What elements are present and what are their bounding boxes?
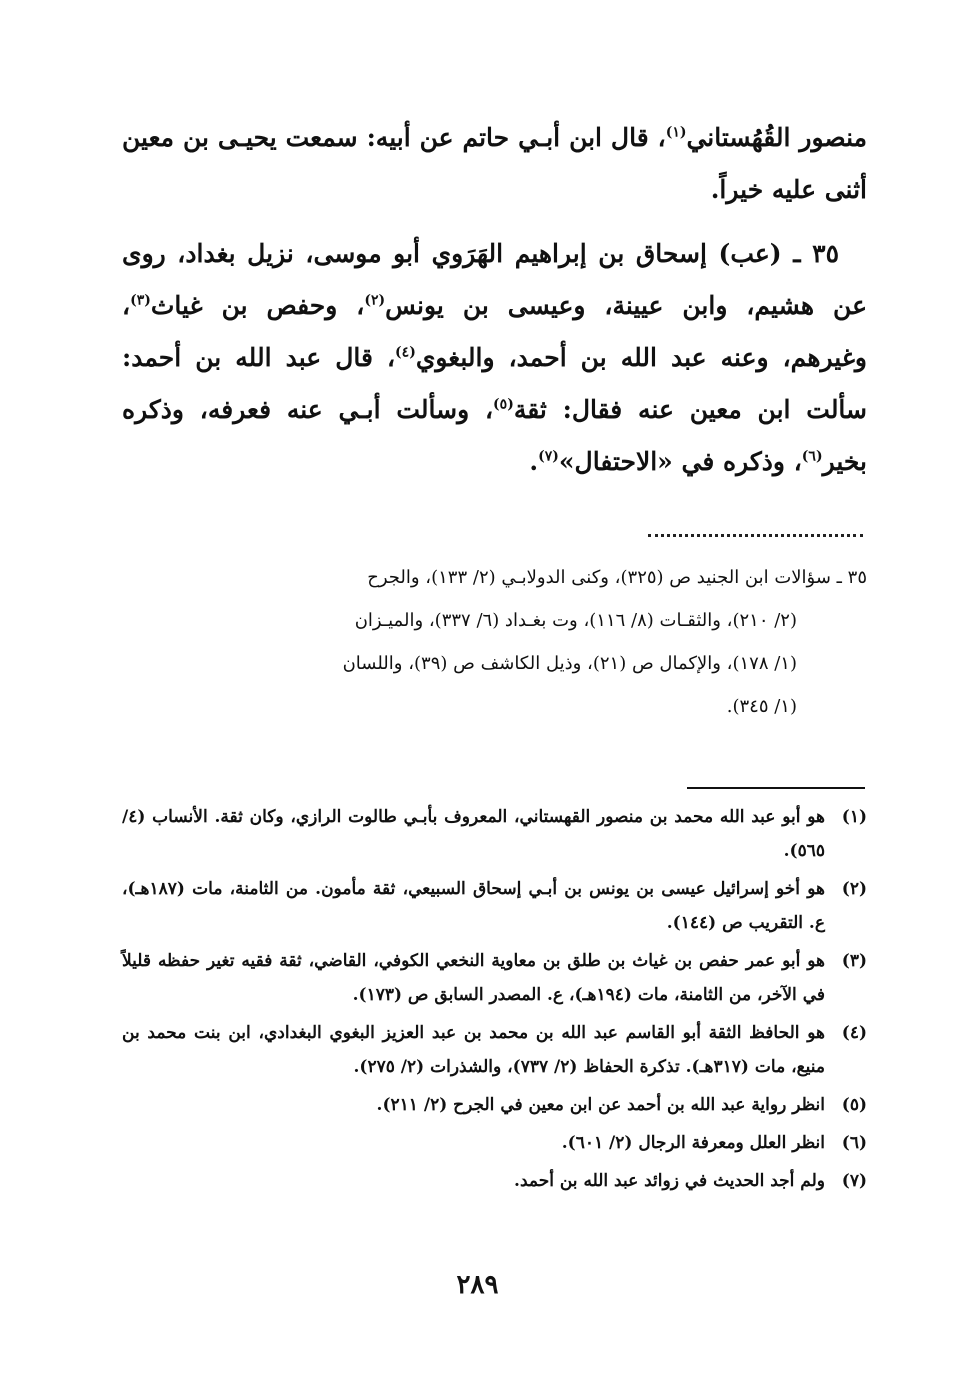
text-segment: ، وسألت أبـي عنه فعرفه، وذكره بخير	[122, 395, 867, 476]
footnote-number: (٦)	[841, 1133, 867, 1153]
text-segment: ٣٥ ـ (عب) إسحاق بن إبراهيم الهَرَوي أبو موسى، نزيل بغداد، روى عن هشيم، وابن عيينة، وعيسى بن يونس	[122, 239, 867, 320]
text-segment: منصور القُهُستاني	[686, 123, 867, 152]
footnote-ref[interactable]: (٥)	[493, 396, 514, 413]
text-segment: ، قال ابن أبـي حاتم عن أبيه: سمعت يحيـى بن معين أثنى عليه خيراً.	[122, 123, 867, 204]
footnote-text: انظر العلل ومعرفة الرجال (٢/ ٦٠١).	[561, 1133, 825, 1153]
text-segment: ، وذكره في «الاحتفال»	[558, 447, 802, 476]
footnote-text: هو أخو إسرائيل عيسى بن يونس بن أبـي إسحاق السبيعي، ثقة مأمون. من الثامنة، مات (١٨٧هـ)، ع. التقريب ص (١٤٤).	[122, 879, 825, 933]
text-segment: .	[529, 447, 539, 476]
footnote-item	[122, 800, 867, 868]
footnote-number: (٢)	[841, 879, 867, 899]
footnote-number: (٣)	[841, 951, 867, 971]
footnote-item	[122, 1088, 867, 1122]
footnote-text: ولم أجد الحديث في زوائد عبد الله بن أحمد.	[514, 1171, 825, 1191]
footnote-number: (٥)	[841, 1095, 867, 1115]
footnote-text: هو أبو عبد الله محمد بن منصور القهستاني، المعروف بأبـي طالوت الرازي، وكان ثقة. الأنساب (٤/ ٥٦٥).	[122, 807, 825, 861]
biography-entry-35	[122, 228, 867, 488]
text-segment: ، وغيرهم، وعنه عبد الله بن أحمد، والبغوي	[122, 291, 867, 372]
footnote-rule	[687, 787, 865, 789]
text-segment: ، وحفص بن غياث	[150, 291, 365, 320]
footnote-ref[interactable]: (٤)	[395, 344, 416, 361]
text-segment: ، قال عبد الله بن أحمد: سألت ابن معين عنه فقال: ثقة	[122, 343, 868, 424]
source-line: ٣٥ ـ سؤالات ابن الجنيد ص (٣٢٥)، وكنى الدولابـي (٢/ ١٣٣)، والجرح	[367, 567, 867, 588]
footnote-item	[122, 944, 867, 1012]
footnote-ref[interactable]: (١)	[665, 124, 687, 141]
footnotes	[122, 800, 867, 1202]
paragraph-continuation	[122, 112, 867, 216]
page-number: ٢٨٩	[456, 1270, 499, 1300]
footnote-ref[interactable]: (٧)	[538, 448, 559, 465]
footnote-number: (١)	[841, 807, 867, 827]
footnote-number: (٤)	[841, 1023, 867, 1043]
footnote-ref[interactable]: (٣)	[130, 292, 151, 309]
source-line: (٢/ ٢١٠)، والثقـات (٨/ ١١٦)، وت بغـداد (٦/ ٣٣٧)، والميـزان	[354, 610, 797, 631]
source-references	[122, 556, 867, 728]
footnote-ref[interactable]: (٢)	[364, 292, 386, 309]
footnote-ref[interactable]: (٦)	[801, 448, 823, 465]
footnote-item	[122, 872, 867, 940]
footnote-item	[122, 1164, 867, 1198]
footnote-text: هو الحافظ الثقة أبو القاسم عبد الله بن محمد بن عبد العزيز البغوي البغدادي، ابن بنت محمد بن منيع، مات (٣١٧هـ). تذكرة الحفاظ (٢/ ٧٣٧)، والشذرات (٢/ ٢٧٥).	[122, 1023, 825, 1077]
footnote-item	[122, 1016, 867, 1084]
footnote-text: هو أبو عمر حفص بن غياث بن طلق بن معاوية النخعي الكوفي، القاضي، ثقة فقيه تغير حفظه قليلاً في الآخر، من الثامنة، مات (١٩٤هـ)، ع. المصدر السابق ص (١٧٣).	[122, 951, 825, 1005]
footnote-item	[122, 1126, 867, 1160]
footnote-number: (٧)	[841, 1171, 867, 1191]
source-line: (١/ ١٧٨)، والإكمال ص (٢١)، وذيل الكاشف ص (٣٩)، واللسان	[342, 653, 797, 674]
main-text	[122, 112, 867, 488]
source-line: (١/ ٣٤٥).	[726, 696, 797, 717]
dotted-separator	[648, 534, 863, 537]
footnote-text: انظر رواية عبد الله بن أحمد عن ابن معين في الجرح (٢/ ٢١١).	[376, 1095, 825, 1115]
